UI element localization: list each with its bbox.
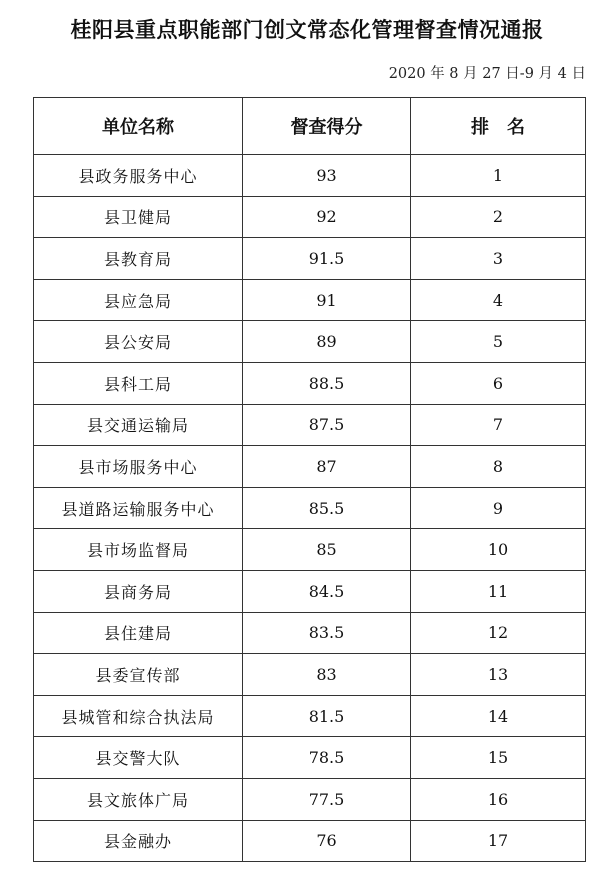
table-row [34,196,586,238]
unit-cell: 县委宣传部 [34,654,243,696]
report-date-range: 2020 年 8 月 27 日-9 月 4 日 [388,66,586,82]
score-cell: 83.5 [243,612,411,654]
rank-cell: 17 [411,820,586,862]
unit-cell: 县市场监督局 [34,529,243,571]
score-cell: 87 [243,446,411,488]
score-cell: 77.5 [243,778,411,820]
unit-cell: 县政务服务中心 [34,155,243,197]
rank-cell: 5 [411,321,586,363]
table-row [34,820,586,862]
rank-cell: 3 [411,238,586,280]
table-row [34,155,586,197]
score-cell: 93 [243,155,411,197]
score-cell: 92 [243,196,411,238]
rank-cell: 7 [411,404,586,446]
ranking-table [33,97,586,862]
rank-cell: 10 [411,529,586,571]
column-header-score: 督查得分 [243,98,411,155]
rank-cell: 13 [411,654,586,696]
rank-cell: 14 [411,695,586,737]
table-row [34,404,586,446]
score-cell: 83 [243,654,411,696]
unit-cell: 县城管和综合执法局 [34,695,243,737]
table-row [34,612,586,654]
score-cell: 87.5 [243,404,411,446]
rank-cell: 9 [411,487,586,529]
unit-cell: 县教育局 [34,238,243,280]
unit-cell: 县公安局 [34,321,243,363]
score-cell: 88.5 [243,362,411,404]
unit-cell: 县应急局 [34,279,243,321]
rank-cell: 16 [411,778,586,820]
rank-cell: 11 [411,570,586,612]
table-row [34,654,586,696]
score-cell: 85 [243,529,411,571]
unit-cell: 县住建局 [34,612,243,654]
score-cell: 85.5 [243,487,411,529]
score-cell: 81.5 [243,695,411,737]
unit-cell: 县市场服务中心 [34,446,243,488]
table-row [34,362,586,404]
rank-cell: 8 [411,446,586,488]
table-row [34,570,586,612]
unit-cell: 县文旅体广局 [34,778,243,820]
rank-cell: 1 [411,155,586,197]
table-row [34,321,586,363]
score-cell: 91.5 [243,238,411,280]
rank-cell: 12 [411,612,586,654]
unit-cell: 县交通运输局 [34,404,243,446]
score-cell: 76 [243,820,411,862]
unit-cell: 县商务局 [34,570,243,612]
score-cell: 91 [243,279,411,321]
table-row [34,238,586,280]
column-header-unit: 单位名称 [34,98,243,155]
unit-cell: 县卫健局 [34,196,243,238]
column-header-rank: 排 名 [411,98,586,155]
unit-cell: 县道路运输服务中心 [34,487,243,529]
table-row [34,695,586,737]
table-header-row [34,98,586,155]
score-cell: 78.5 [243,737,411,779]
table-row [34,529,586,571]
rank-cell: 15 [411,737,586,779]
unit-cell: 县金融办 [34,820,243,862]
unit-cell: 县科工局 [34,362,243,404]
rank-cell: 6 [411,362,586,404]
score-cell: 84.5 [243,570,411,612]
score-cell: 89 [243,321,411,363]
unit-cell: 县交警大队 [34,737,243,779]
table-row [34,737,586,779]
table-row [34,446,586,488]
page-title: 桂阳县重点职能部门创文常态化管理督查情况通报 [70,18,544,42]
table-row [34,778,586,820]
rank-cell: 4 [411,279,586,321]
table-row [34,487,586,529]
table-row [34,279,586,321]
rank-cell: 2 [411,196,586,238]
